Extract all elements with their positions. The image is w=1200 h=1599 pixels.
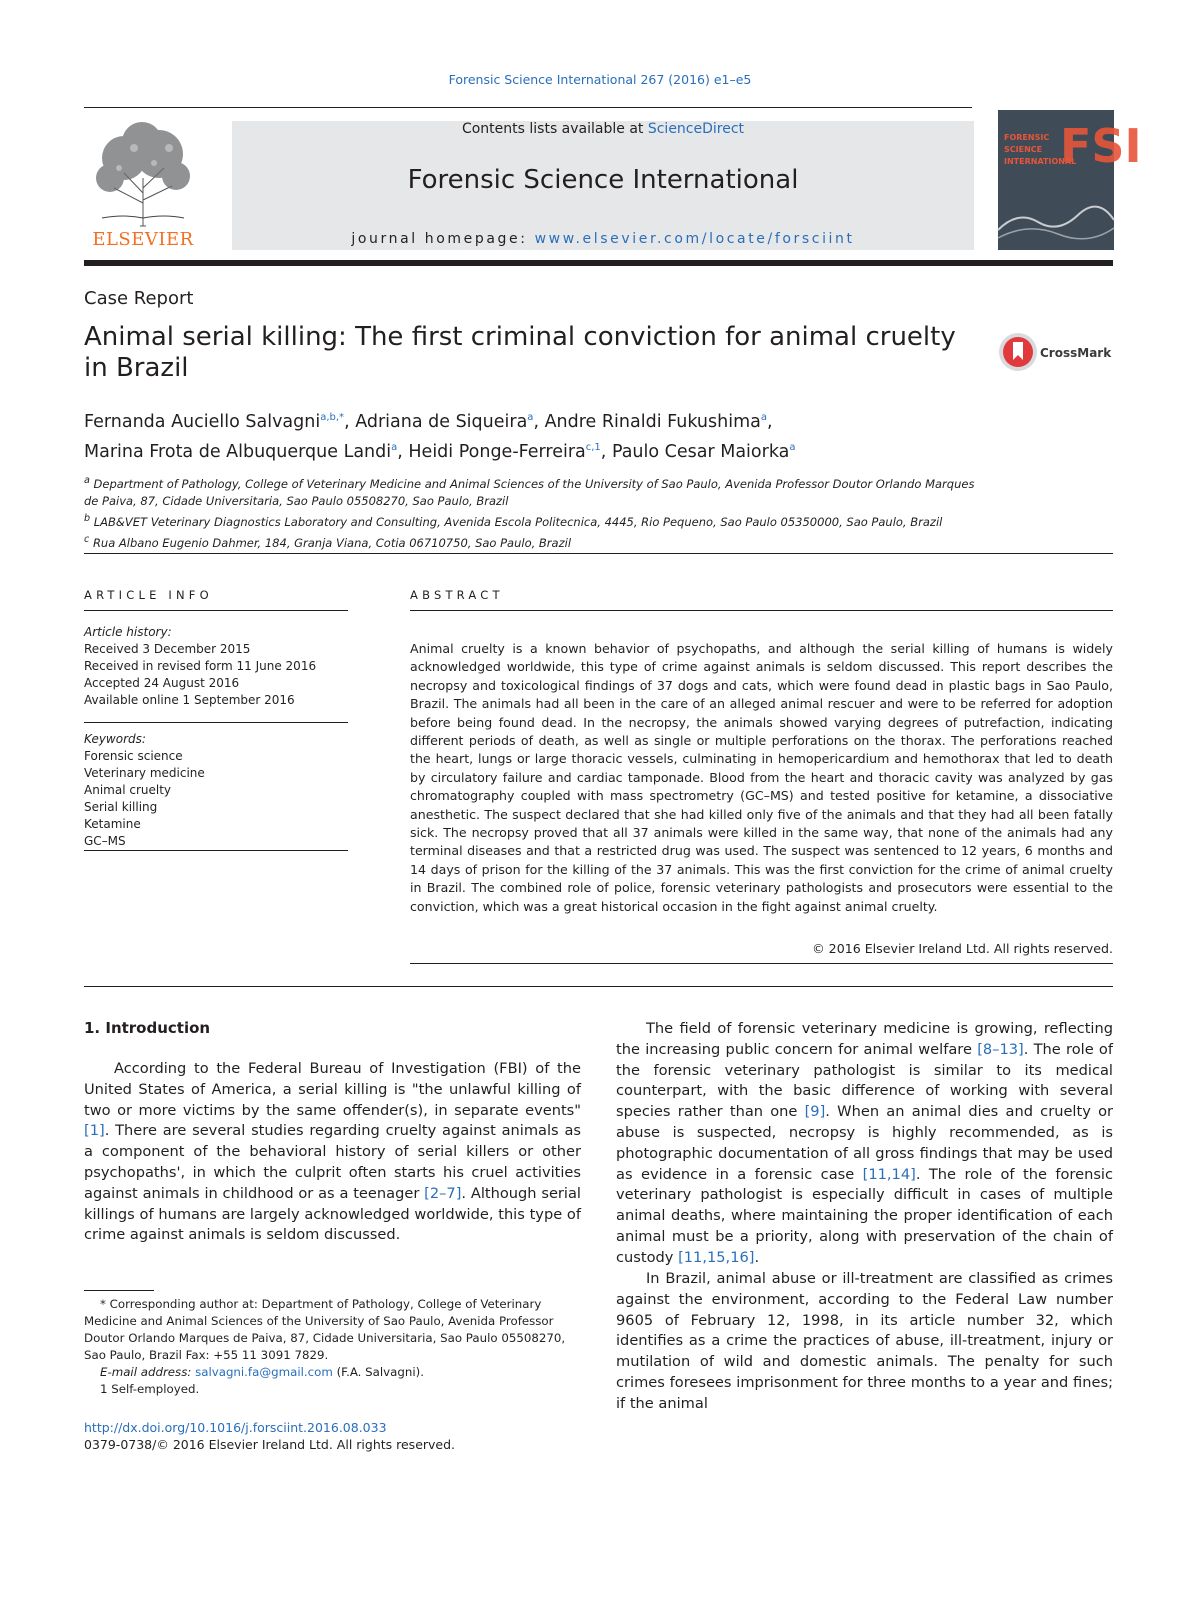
affiliation-text: Department of Pathology, College of Veterinary Medicine and Animal Sciences of the University of Sao Paulo, Avenida Professor Doutor Orlando Marques de Paiva, 87, Cidade Universitaria, Sao Paulo 05508270, Sao Paulo, Brazil	[84, 476, 975, 508]
contents-line	[232, 121, 974, 137]
header-thick-rule	[84, 260, 1113, 266]
history-label: Article history:	[84, 625, 172, 639]
citation-link[interactable]: [9]	[804, 1103, 826, 1121]
author-affiliation-marker[interactable]: a	[789, 442, 796, 453]
body-rule	[84, 986, 1113, 987]
affiliation-text: LAB&VET Veterinary Diagnostics Laboratory and Consulting, Avenida Escola Politecnica, 4445, Rio Pequeno, Sao Paulo 05350000, Sao Paulo, Brazil	[93, 514, 943, 529]
svg-text:FSI: FSI	[1060, 119, 1142, 173]
cover-text-forensic: FORENSIC	[1004, 133, 1050, 142]
author-affiliation-marker[interactable]: a	[760, 412, 767, 423]
footnotes	[84, 1296, 581, 1398]
abstract-rule	[410, 610, 1113, 611]
section-heading-introduction: 1. Introduction	[84, 1019, 211, 1037]
paragraph-text: According to the Federal Bureau of Investigation (FBI) of the United States of America, a serial killing is "the unlawful killing of two or more victims by the same offender(s), in separate events"	[84, 1060, 581, 1119]
affiliation-rule	[84, 553, 1113, 554]
author-name: Andre Rinaldi Fukushima	[544, 412, 761, 432]
abstract-text: Animal cruelty is a known behavior of psychopaths, and although the serial killing of humans is widely acknowledged worldwide, this type of crime against animals is seldom discussed. This report describes the necropsy and toxicological findings of 37 dogs and cats, which were found dead in plastic bags in Sao Paulo, Brazil. The animals had all been in the care of an alleged animal rescuer and were to be referred for adoption before being found dead. In the necropsy, the animals showed varying degrees of putrefaction, indicating different periods of death, as well as single or multiple perforations on the thorax. The perforations reached the heart, lungs or large thoracic vessels, culminating in hemopericardium and hemothorax that led to death by circulatory failure and cardiac tamponade. Blood from the heart and thoracic cavity was analyzed by gas chromatography coupled with mass spectrometry (GC–MS) and tested positive for ketamine, a dissociative anesthetic. The suspect declared that she had killed only five of the animals and that they had all been fatally sick. The necropsy proved that all 37 animals were killed in the same way, that none of the animals had any terminal diseases and that a restricted drug was used. The suspect was sentenced to 12 years, 6 months and 14 days of prison for the killing of the 37 animals. This was the first conviction for the crime of animal cruelty in Brazil. The combined role of police, forensic veterinary pathologists and prosecutors were essential to the conviction, which was a great historical occasion in the fight against animal cruelty.	[410, 641, 1113, 914]
keyword-item: Veterinary medicine	[84, 766, 205, 780]
author-list: Fernanda Auciello Salvagni$^{a,b,*}$, Adriana de Siqueira$^a$, Andre Rinaldi Fukushima$^a$, Marina Frota de Albuquerque Landi$^a$, Heidi Ponge-Ferreira$^{c,1}$, Paulo Cesar Maiorka$^a$	[84, 412, 796, 462]
article-info-heading: ARTICLE INFO	[84, 588, 213, 602]
article-info-rule	[84, 610, 348, 611]
article-history	[84, 624, 348, 709]
citation-link[interactable]: [2–7]	[424, 1184, 462, 1202]
abstract-bottom-rule	[410, 963, 1113, 964]
keyword-item: Forensic science	[84, 749, 183, 763]
citation-link[interactable]: [1]	[84, 1122, 105, 1140]
keywords-label: Keywords:	[84, 732, 146, 746]
cover-text-international: INTERNATIONAL	[1004, 157, 1077, 166]
paragraph-text: The field of forensic veterinary medicine is growing, reflecting the increasing public concern for animal welfare	[616, 1020, 1113, 1058]
keyword-item: Serial killing	[84, 800, 158, 814]
affiliation-key: a	[84, 475, 90, 486]
footnote-rule	[84, 1290, 154, 1291]
top-rule	[84, 107, 972, 108]
history-accepted: Accepted 24 August 2016	[84, 676, 240, 690]
author-name: Paulo Cesar Maiorka	[611, 442, 790, 462]
affiliations	[84, 472, 984, 551]
corresponding-author-note: * Corresponding author at: Department of Pathology, College of Veterinary Medicine and Animal Sciences of the University of Sao Paulo, Avenida Professor Doutor Orlando Marques de Paiva, 87, Cidade Universitaria, Sao Paulo 05508270, Sao Paulo, Brazil Fax: +55 11 3091 7829.	[84, 1297, 566, 1362]
keywords-rule	[84, 850, 348, 851]
introduction-paragraph-3	[616, 1269, 1113, 1415]
sciencedirect-link[interactable]: ScienceDirect	[647, 121, 745, 137]
journal-homepage	[232, 231, 974, 247]
citation-link[interactable]: [11,15,16]	[678, 1248, 755, 1266]
paragraph-text: . There are several studies regarding cruelty against animals as a component of the behavioral history of serial killers or other psychopaths', in which the culprit often starts his cruel activities against animals in childhood or as a teenager	[84, 1122, 581, 1202]
paragraph-text: . The role of the forensic veterinary pathologist is similar to its medical counterpart, with the basic difference of working with several species rather than one	[616, 1040, 1113, 1121]
keyword-item: Animal cruelty	[84, 783, 171, 797]
cover-text-science: SCIENCE	[1004, 145, 1043, 154]
self-employed-note: 1 Self-employed.	[100, 1382, 200, 1396]
article-type: Case Report	[84, 288, 194, 309]
keyword-item: GC–MS	[84, 834, 126, 848]
paragraph-text: . Although serial killings of humans are largely acknowledged worldwide, this type of crime against animals is seldom discussed.	[84, 1184, 581, 1244]
author-name: Adriana de Siqueira	[355, 412, 528, 432]
abstract-copyright: © 2016 Elsevier Ireland Ltd. All rights reserved.	[812, 941, 1113, 956]
journal-cover-image	[998, 110, 1142, 250]
keyword-item: Ketamine	[84, 817, 141, 831]
history-revised: Received in revised form 11 June 2016	[84, 659, 317, 673]
history-online: Available online 1 September 2016	[84, 693, 295, 707]
email-label: E-mail address:	[100, 1365, 196, 1379]
paragraph-text: . When an animal dies and cruelty or abuse is suspected, necropsy is highly recommended, as is photographic documentation of all gross findings that may be used as evidence in a forensic case	[616, 1103, 1113, 1183]
article-title: Animal serial killing: The first criminal conviction for animal cruelty in Brazil	[84, 322, 956, 383]
paragraph-text: .	[754, 1248, 760, 1266]
author-affiliation-marker[interactable]: c,1	[585, 442, 601, 453]
crossmark-label: CrossMark	[1040, 346, 1112, 360]
introduction-paragraph-2	[616, 1019, 1113, 1269]
homepage-label: journal homepage:	[351, 231, 535, 247]
abstract-heading: ABSTRACT	[410, 588, 504, 602]
keywords	[84, 731, 348, 850]
history-received: Received 3 December 2015	[84, 642, 251, 656]
journal-reference[interactable]: Forensic Science International 267 (2016) e1–e5	[448, 72, 752, 87]
introduction-paragraph-1	[84, 1059, 581, 1246]
email-note	[84, 1364, 581, 1381]
affiliation-key: c	[84, 533, 90, 545]
affiliation-key: b	[84, 512, 91, 524]
issn-copyright: 0379-0738/© 2016 Elsevier Ireland Ltd. All rights reserved.	[84, 1437, 456, 1452]
author-affiliation-marker[interactable]: a	[527, 412, 534, 423]
history-rule	[84, 722, 348, 723]
affiliation-text: Rua Albano Eugenio Dahmer, 184, Granja Viana, Cotia 06710750, Sao Paulo, Brazil	[92, 535, 572, 550]
author-name: Fernanda Auciello Salvagni	[84, 412, 321, 432]
email-link[interactable]: salvagni.fa@gmail.com	[195, 1365, 333, 1379]
affiliation-c	[84, 531, 984, 552]
affiliation-a	[84, 472, 984, 510]
email-suffix: (F.A. Salvagni).	[332, 1365, 424, 1379]
author-affiliation-marker[interactable]: a	[391, 442, 398, 453]
homepage-link[interactable]: www.elsevier.com/locate/forsciint	[534, 231, 855, 247]
doi-link[interactable]: http://dx.doi.org/10.1016/j.forsciint.2016.08.033	[84, 1420, 387, 1435]
citation-link[interactable]: [11,14]	[862, 1165, 916, 1183]
affiliation-b	[84, 510, 984, 531]
crossmark-badge[interactable]	[996, 330, 1116, 374]
author-name: Heidi Ponge-Ferreira	[408, 442, 586, 462]
author-affiliation-marker[interactable]: a,b,*	[320, 412, 345, 423]
journal-title: Forensic Science International	[407, 165, 799, 195]
paragraph-text: In Brazil, animal abuse or ill-treatment are classified as crimes against the environment, according to the Federal Law number 9605 of February 12, 1998, in its article number 32, which identifies as a crime the practices of abuse, ill-treatment, injury or mutilation of wild and domestic animals. The penalty for such crimes foresees imprisonment for three months to a year and fines; if the animal	[616, 1270, 1113, 1412]
citation-link[interactable]: [8–13]	[977, 1040, 1024, 1058]
contents-prefix: Contents lists available at	[461, 121, 648, 137]
elsevier-wordmark: ELSEVIER	[92, 229, 194, 250]
author-name: Marina Frota de Albuquerque Landi	[84, 442, 392, 462]
paragraph-text: . The role of the forensic veterinary pathologist is especially difficult in cases of multiple animal deaths, where maintaining the proper identification of each animal must be a priority, along with preservation of the chain of custody	[616, 1165, 1113, 1266]
